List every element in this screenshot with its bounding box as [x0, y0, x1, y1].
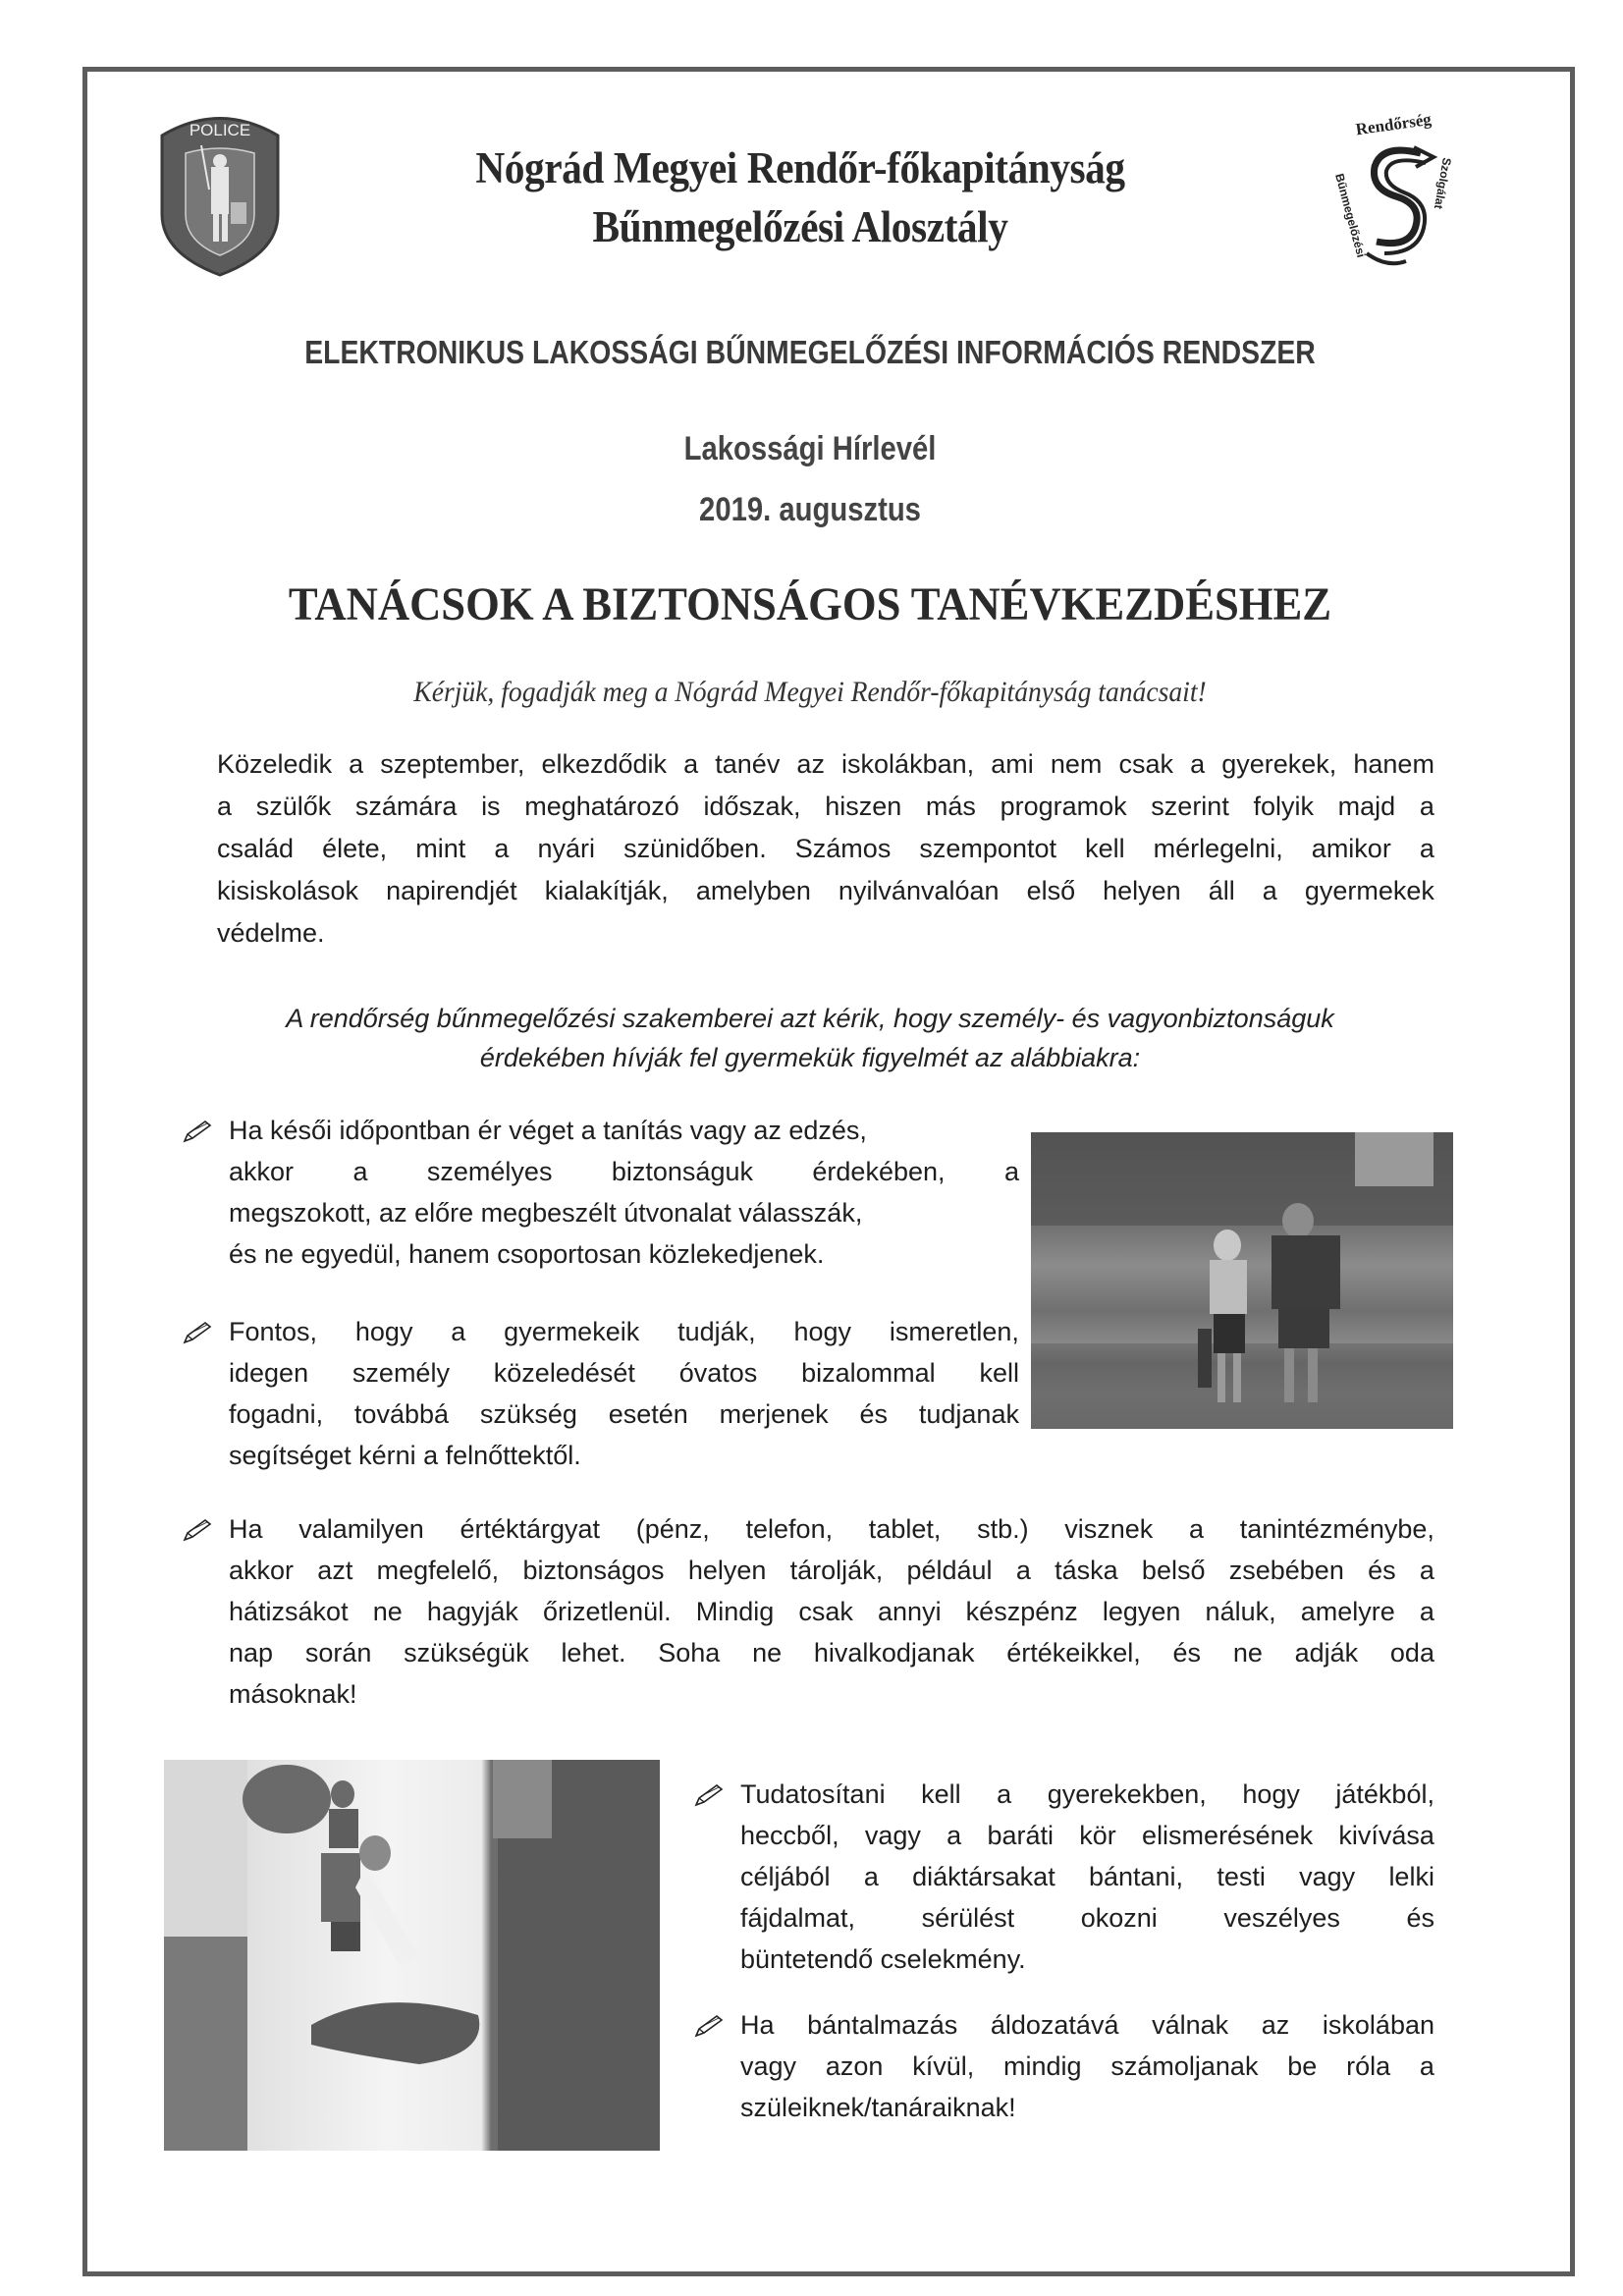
bullet-item: [229, 1508, 1434, 1715]
bullet-line: Ha bántalmazás áldozatává válnak az iskolában: [740, 2010, 1434, 2040]
newsletter-date: 2019. augusztus: [699, 491, 921, 528]
pencil-icon: [182, 1518, 213, 1542]
bullet-line: Tudatosítani kell a gyerekekben, hogy játékból,: [740, 1779, 1434, 1809]
intro-line: család élete, mint a nyári szünidőben. Számos szempontot kell mérlegelni, amikor a: [217, 834, 1434, 863]
bullet-line: céljából a diáktársakat bántani, testi vagy lelki: [740, 1862, 1434, 1891]
svg-text:Rendőrség: Rendőrség: [1354, 109, 1433, 139]
pencil-icon: [693, 1783, 725, 1807]
org-subtitle: Bűnmegelőzési Alosztály: [592, 202, 1008, 251]
call-to-action-line: érdekében hívják fel gyermekük figyelmét az alábbiakra:: [479, 1043, 1141, 1072]
call-to-action-line: A rendőrség bűnmegelőzési szakemberei azt kérik, hogy személy- és vagyonbiztonságuk: [286, 1004, 1334, 1033]
bullet-line: akkor azt megfelelő, biztonságos helyen tárolják, például a táska belső zsebében és a: [229, 1556, 1434, 1585]
subtitle: Kérjük, fogadják meg a Nógrád Megyei Rendőr-főkapitányság tanácsait!: [413, 676, 1207, 708]
intro-line: a szülők számára is meghatározó időszak, hiszen más programok szerint folyik majd a: [217, 792, 1434, 821]
bullet-line: Ha késői időpontban ér véget a tanítás vagy az edzés,: [229, 1116, 867, 1145]
pencil-icon: [182, 1321, 213, 1344]
bullet-line: idegen személy közeledését óvatos bizalommal kell: [229, 1358, 1019, 1388]
bullet-item: [229, 1110, 1019, 1275]
children-walking-to-school-photo: [1031, 1132, 1453, 1429]
bullet-line: büntetendő cselekmény.: [740, 1944, 1026, 1974]
intro-paragraph: [217, 743, 1434, 955]
bullet-line: megszokott, az előre megbeszélt útvonalat válasszák,: [229, 1198, 863, 1228]
bullet-line: vagy azon kívül, mindig számoljanak be róla a: [740, 2051, 1434, 2081]
intro-line: védelme.: [217, 918, 325, 948]
bullet-item: [740, 2004, 1434, 2128]
bullet-line: fogadni, továbbá szükség esetén merjenek és tudjanak: [229, 1399, 1019, 1429]
bullet-line: hátizsákot ne hagyják őrizetlenül. Mindig csak annyi készpénz legyen náluk, amelyre a: [229, 1597, 1434, 1626]
svg-text:POLICE: POLICE: [189, 121, 251, 139]
intro-line: Közeledik a szeptember, elkezdődik a tanév az iskolákban, ami nem csak a gyerekek, hanem: [217, 749, 1434, 779]
bullet-line: és ne egyedül, hanem csoportosan közlekedjenek.: [229, 1239, 825, 1269]
bullet-line: segítséget kérni a felnőttektől.: [229, 1441, 581, 1470]
newsletter-label: Lakossági Hírlevél: [683, 430, 937, 467]
pencil-icon: [182, 1120, 213, 1143]
pencil-icon: [693, 2014, 725, 2038]
system-title: ELEKTRONIKUS LAKOSSÁGI BŰNMEGELŐZÉSI INFORMÁCIÓS RENDSZER: [304, 334, 1316, 370]
police-badge-icon: [152, 106, 288, 278]
school-bullying-photo: [164, 1760, 660, 2151]
headline: TANÁCSOK A BIZTONSÁGOS TANÉVKEZDÉSHEZ: [288, 578, 1332, 630]
bullet-line: Ha valamilyen értéktárgyat (pénz, telefon, tablet, stb.) visznek a tanintézménybe,: [229, 1514, 1434, 1544]
bullet-line: fájdalmat, sérülést okozni veszélyes és: [740, 1903, 1434, 1933]
bullet-line: másoknak!: [229, 1679, 357, 1709]
bullet-line: heccből, vagy a baráti kör elismerésének kivívása: [740, 1821, 1434, 1850]
org-title: Nógrád Megyei Rendőr-főkapitányság: [475, 143, 1125, 192]
bullet-line: szüleiknek/tanáraiknak!: [740, 2093, 1016, 2122]
bullet-line: Fontos, hogy a gyermekeik tudják, hogy ismeretlen,: [229, 1317, 1019, 1346]
bullet-item: [229, 1311, 1019, 1476]
bullet-line: akkor a személyes biztonságuk érdekében, a: [229, 1157, 1019, 1186]
intro-line: kisiskolások napirendjét kialakítják, amelyben nyilvánvalóan első helyen áll a gyermekek: [217, 876, 1434, 905]
bullet-item: [740, 1774, 1434, 1980]
crime-prevention-service-logo-icon: [1327, 106, 1460, 273]
bullet-line: nap során szükségük lehet. Soha ne hivalkodjanak értékeikkel, és ne adják oda: [229, 1638, 1434, 1667]
svg-text:Bűnmegelőzési: Bűnmegelőzési: [1332, 172, 1369, 259]
svg-text:Szolgálat: Szolgálat: [1431, 156, 1454, 210]
